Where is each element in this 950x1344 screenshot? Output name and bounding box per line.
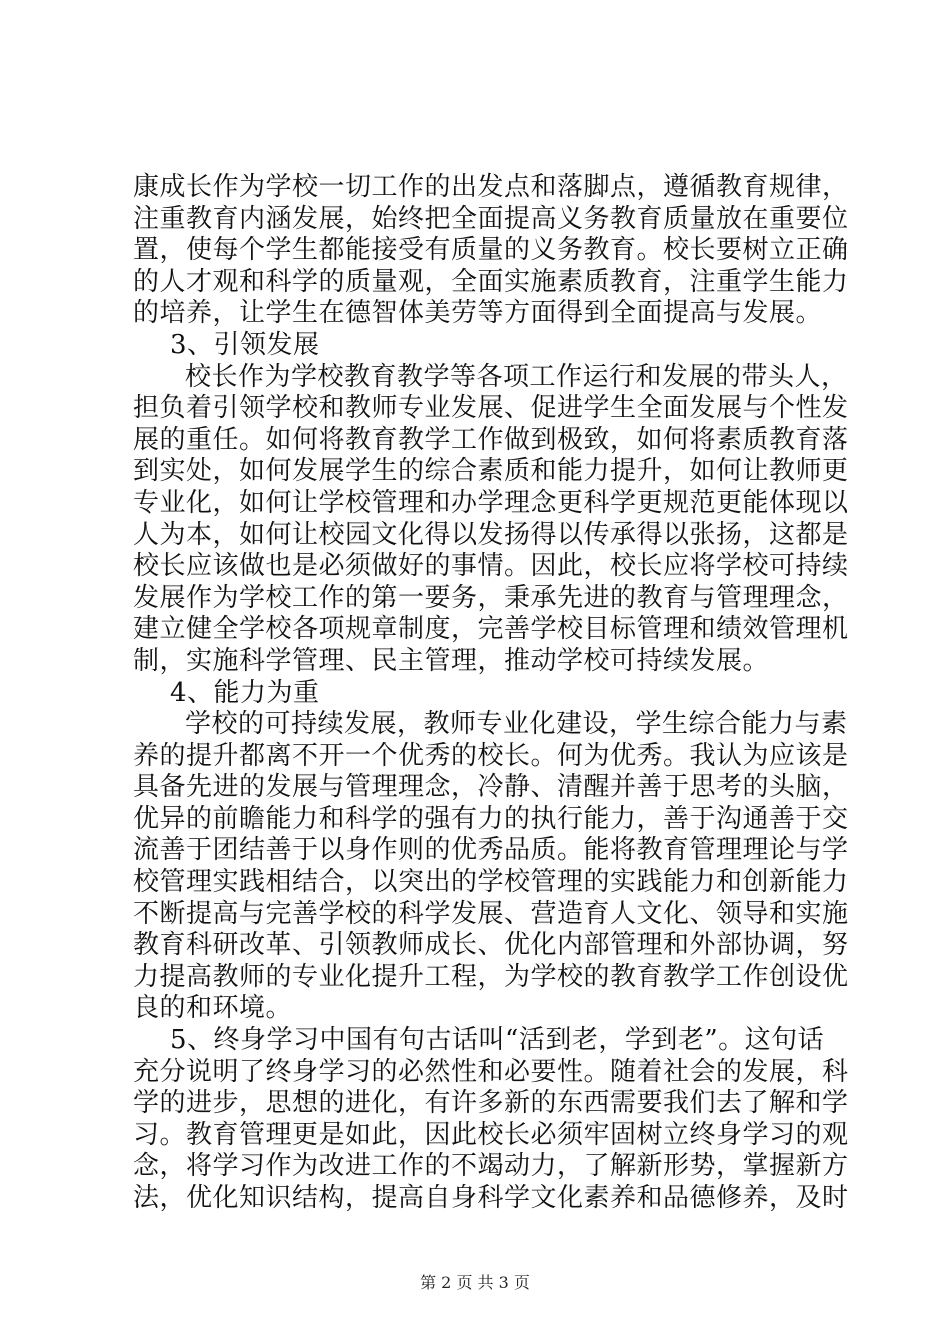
text-line: 校长应该做也是必须做好的事情。因此，校长应将学校可持续 (133, 551, 849, 582)
text-line: 优异的前瞻能力和科学的强有力的执行能力，善于沟通善于交 (133, 803, 849, 834)
text-line: 具备先进的发展与管理理念，冷静、清醒并善于思考的头脑， (133, 772, 849, 803)
text-line: 制，实施科学管理、民主管理，推动学校可持续发展。 (133, 645, 770, 676)
document-body (133, 172, 849, 1215)
text-line: 养的提升都离不开一个优秀的校长。何为优秀。我认为应该是 (133, 740, 849, 771)
text-line: 流善于团结善于以身作则的优秀品质。能将教育管理理论与学 (133, 835, 849, 866)
text-line: 力提高教师的专业化提升工程，为学校的教育教学工作创设优 (133, 961, 849, 992)
text-line: 学校的可持续发展，教师专业化建设，学生综合能力与素 (185, 709, 848, 740)
text-line: 建立健全学校各项规章制度，完善学校目标管理和绩效管理机 (133, 614, 849, 645)
text-line: 教育科研改革、引领教师成长、优化内部管理和外部协调，努 (133, 930, 849, 961)
text-line: 3、引领发展 (170, 329, 320, 360)
text-line: 校长作为学校教育教学等各项工作运行和发展的带头人， (185, 361, 848, 392)
text-line: 充分说明了终身学习的必然性和必要性。随着社会的发展，科 (133, 1056, 849, 1087)
text-line: 学的进步，思想的进化，有许多新的东西需要我们去了解和学 (133, 1088, 849, 1119)
text-line: 良的和环境。 (133, 993, 293, 1024)
text-line: 念，将学习作为改进工作的不竭动力，了解新形势，掌握新方 (133, 1151, 849, 1182)
text-line: 注重教育内涵发展，始终把全面提高义务教育质量放在重要位 (133, 203, 849, 234)
page-footer (0, 1270, 950, 1293)
text-line: 4、能力为重 (170, 677, 320, 708)
text-line: 担负着引领学校和教师专业发展、促进学生全面发展与个性发 (133, 393, 849, 424)
text-line: 的培养，让学生在德智体美劳等方面得到全面提高与发展。 (133, 298, 823, 329)
page-number-label: 第 2 页 共 3 页 (420, 1273, 530, 1292)
text-line: 专业化，如何让学校管理和办学理念更科学更规范更能体现以 (133, 487, 849, 518)
text-line: 习。教育管理更是如此，因此校长必须牢固树立终身学习的观 (133, 1119, 849, 1150)
text-line: 到实处，如何发展学生的综合素质和能力提升，如何让教师更 (133, 456, 849, 487)
text-line: 人为本，如何让校园文化得以发扬得以传承得以张扬，这都是 (133, 519, 849, 550)
text-line: 法，优化知识结构，提高自身科学文化素养和品德修养，及时 (133, 1183, 849, 1213)
text-line: 置，使每个学生都能接受有质量的义务教育。校长要树立正确 (133, 235, 849, 266)
text-line: 5、终身学习中国有句古话叫“活到老，学到老”。这句话 (170, 1025, 825, 1056)
text-line: 发展作为学校工作的第一要务，秉承先进的教育与管理理念， (133, 582, 849, 613)
text-line: 的人才观和科学的质量观，全面实施素质教育，注重学生能力 (133, 266, 849, 297)
text-line: 康成长作为学校一切工作的出发点和落脚点，遵循教育规律， (133, 172, 849, 202)
text-line: 校管理实践相结合，以突出的学校管理的实践能力和创新能力 (133, 867, 849, 898)
text-line: 不断提高与完善学校的科学发展、营造育人文化、领导和实施 (133, 898, 849, 929)
text-line: 展的重任。如何将教育教学工作做到极致，如何将素质教育落 (133, 424, 849, 455)
